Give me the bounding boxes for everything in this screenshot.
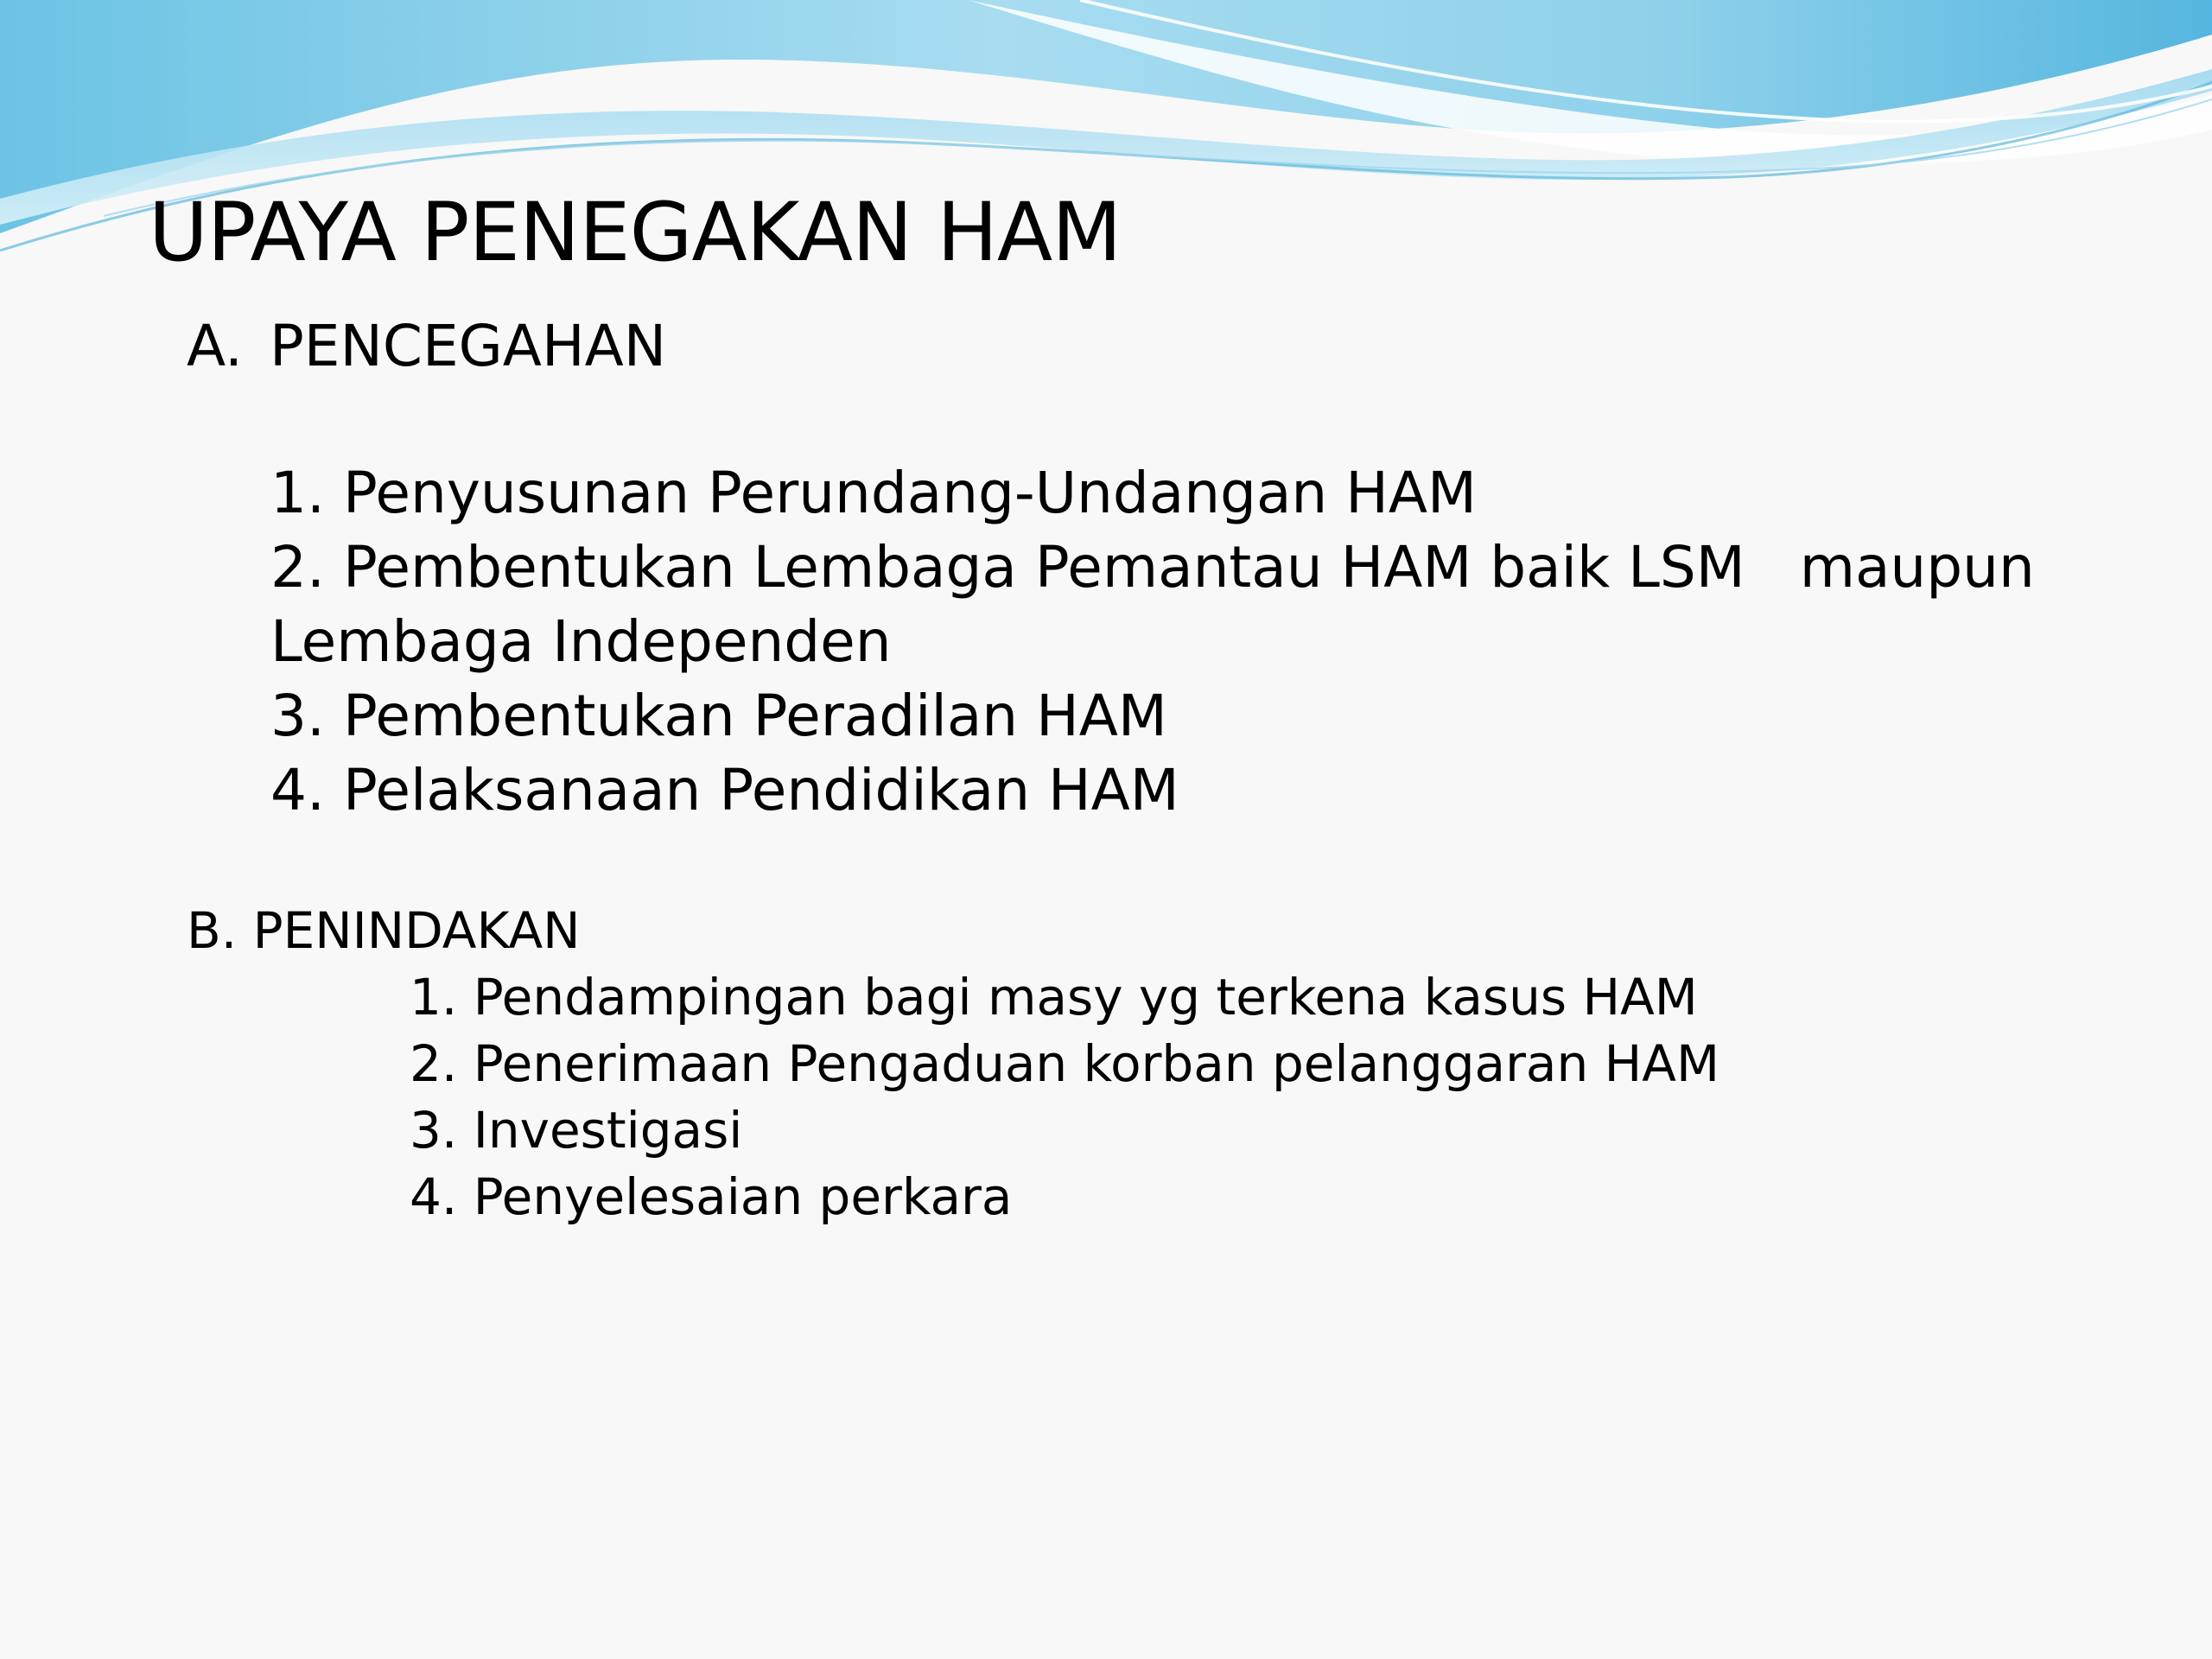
list-item: 4. Pelaksanaan Pendidikan HAM	[270, 757, 1179, 823]
list-item: 4. Penyelesaian perkara	[410, 1167, 1013, 1226]
slide-title: UPAYA PENEGAKAN HAM	[149, 186, 1122, 280]
list-item: 2. Penerimaan Pengaduan korban pelanggaran HAM	[410, 1034, 1719, 1093]
list-item: 2. Pembentukan Lembaga Pemantau HAM baik LSM maupun	[270, 534, 2035, 601]
list-item: 3. Pembentukan Peradilan HAM	[270, 683, 1167, 749]
section-a-heading	[187, 309, 666, 384]
list-item: 1. Pendampingan bagi masy yg terkena kasus HAM	[410, 968, 1698, 1027]
section-b-heading: B. PENINDAKAN	[187, 901, 581, 960]
section-a-title: PENCEGAHAN	[270, 313, 667, 379]
list-item-continuation: Lembaga Independen	[270, 608, 892, 675]
section-a-marker: A.	[187, 313, 243, 379]
section-a-list	[270, 456, 2035, 828]
list-item: 3. Investigasi	[410, 1101, 743, 1160]
section-b-list	[410, 964, 1719, 1230]
list-item: 1. Penyusunan Perundang-Undangan HAM	[270, 460, 1477, 526]
